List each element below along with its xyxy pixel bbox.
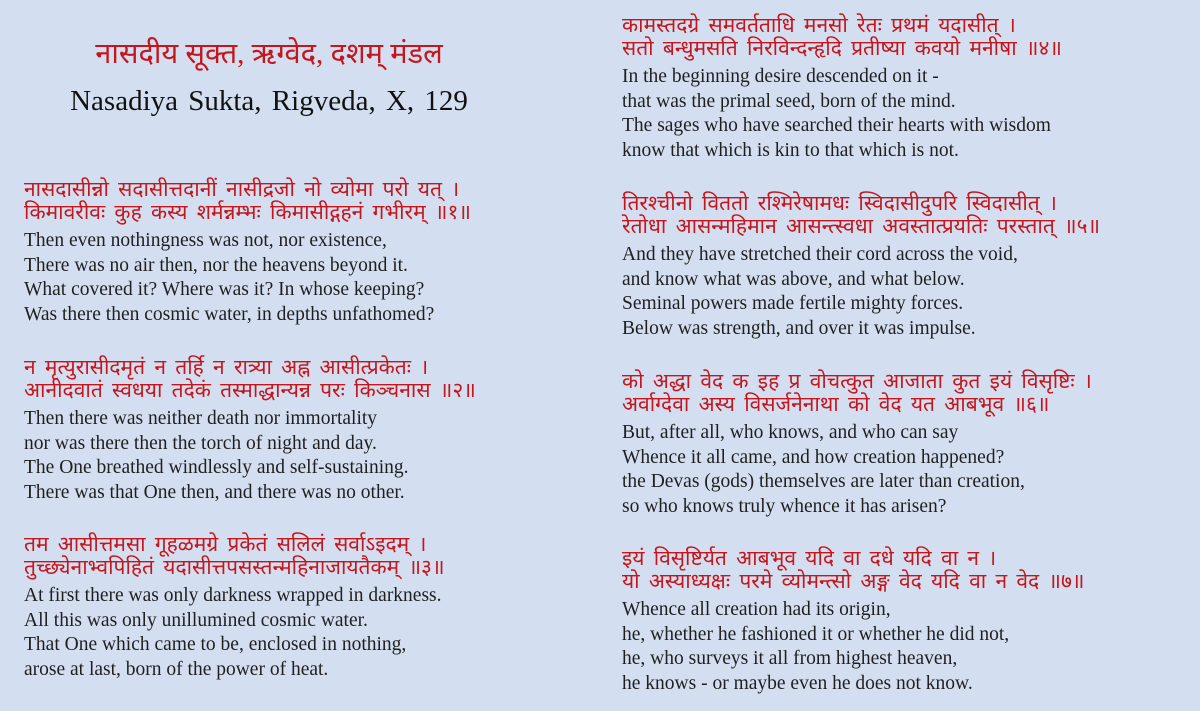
verse-english-line: All this was only unillumined cosmic water. xyxy=(24,609,368,631)
verse-english-line: Then there was neither death nor immortality xyxy=(24,408,378,429)
verse-english-line: There was no air then, nor the heavens beyond it. xyxy=(24,254,408,276)
verse-translation xyxy=(24,229,471,327)
verse-4 xyxy=(622,14,1062,163)
verse-english-line: and know what was above, and what below. xyxy=(622,268,965,290)
verse-sanskrit-line: को अद्धा वेद क इह प्र वोचत्कुत आजाता कुत इयं विसृष्टिः । xyxy=(622,369,1092,393)
verse-sanskrit-line: यो अस्याध्यक्षः परमे व्योमन्त्सो अङ्ग वेद यदि वा न वेद ॥७॥ xyxy=(622,569,1085,593)
verse-english-line: There was that One then, and there was no other. xyxy=(24,481,405,503)
verse-english-line: The sages who have searched their hearts with wisdom xyxy=(622,115,1051,136)
verse-sanskrit-line: अर्वाग्देवा अस्य विसर्जनेनाथा को वेद यत आबभूव ॥६॥ xyxy=(622,392,1050,416)
verse-sanskrit-line: रेतोधा आसन्महिमान आसन्त्स्वधा अवस्तात्प्रयतिः परस्तात् ॥५॥ xyxy=(622,214,1101,238)
verse-1 xyxy=(24,178,471,327)
verse-sanskrit-line: आनीदवातं स्वधया तदेकं तस्माद्धान्यन्न परः किञ्चनास ॥२॥ xyxy=(24,378,476,402)
verse-3 xyxy=(24,533,445,682)
verse-english-line: so who knows truly whence it has arisen? xyxy=(622,495,947,517)
verse-sanskrit-line: इयं विसृष्टिर्यत आबभूव यदि वा दधे यदि वा न । xyxy=(622,546,997,570)
verse-english-line: he, who surveys it all from highest heaven, xyxy=(622,648,958,669)
verse-sanskrit-line: नासदासीन्नो सदासीत्तदानीं नासीद्रजो नो व्योमा परो यत् । xyxy=(24,177,460,201)
verse-sanskrit-line: तम आसीत्तमसा गूहळमग्रे प्रकेतं सलिलं सर्वाऽइदम् । xyxy=(24,532,427,556)
verse-sanskrit-line: कामस्तदग्रे समवर्तताधि मनसो रेतः प्रथमं यदासीत् । xyxy=(622,13,1016,37)
verse-sanskrit-line: तिरश्चीनो विततो रश्मिरेषामधः स्विदासीदुपरि स्विदासीत् । xyxy=(622,191,1057,215)
verse-translation xyxy=(622,65,1062,163)
verse-english-line: What covered it? Where was it? In whose keeping? xyxy=(24,279,425,300)
verse-translation xyxy=(622,421,1092,519)
verse-5 xyxy=(622,192,1100,341)
verse-english-line: know that which is kin to that which is not. xyxy=(622,139,959,161)
verse-2 xyxy=(24,356,476,505)
verse-7 xyxy=(622,547,1085,696)
verse-english-line: In the beginning desire descended on it - xyxy=(622,66,939,87)
verse-english-line: And they have stretched their cord across the void, xyxy=(622,244,1018,265)
verse-sanskrit-line: न मृत्युरासीदमृतं न तर्हि न रात्र्या अह्न आसीत्प्रकेतः । xyxy=(24,355,429,379)
verse-english-line: nor was there then the torch of night and day. xyxy=(24,432,377,454)
verse-sanskrit-line: तुच्छ्येनाभ्वपिहितं यदासीत्तपसस्तन्महिनाजायतैकम् ॥३॥ xyxy=(24,555,445,579)
verse-english-line: he, whether he fashioned it or whether he did not, xyxy=(622,623,1010,645)
verse-english-line: But, after all, who knows, and who can say xyxy=(622,422,959,443)
verse-english-line: that was the primal seed, born of the mind. xyxy=(622,90,956,112)
verse-sanskrit-line: सतो बन्धुमसति निरविन्दन्हृदि प्रतीष्या कवयो मनीषा ॥४॥ xyxy=(622,36,1063,60)
verse-english-line: Whence all creation had its origin, xyxy=(622,599,891,620)
verse-english-line: At first there was only darkness wrapped in darkness. xyxy=(24,585,442,606)
verse-english-line: he knows - or maybe even he does not know. xyxy=(622,672,973,694)
verse-translation xyxy=(24,584,445,682)
verse-translation xyxy=(622,598,1085,696)
verse-english-line: arose at last, born of the power of heat. xyxy=(24,658,329,680)
verse-english-line: Whence it all came, and how creation happened? xyxy=(622,446,1005,468)
verse-translation xyxy=(24,407,476,505)
verse-translation xyxy=(622,243,1100,341)
verse-6 xyxy=(622,370,1092,519)
verse-english-line: The One breathed windlessly and self-sustaining. xyxy=(24,457,409,478)
verse-sanskrit-line: किमावरीवः कुह कस्य शर्मन्नम्भः किमासीद्गहनं गभीरम् ॥१॥ xyxy=(24,200,472,224)
title-sanskrit: नासदीय सूक्त, ऋग्वेद, दशम् मंडल xyxy=(95,38,443,70)
verse-english-line: Was there then cosmic water, in depths unfathomed? xyxy=(24,303,435,325)
title-english: Nasadiya Sukta, Rigveda, X, 129 xyxy=(70,85,468,117)
verse-english-line: Below was strength, and over it was impulse. xyxy=(622,317,976,339)
verse-english-line: the Devas (gods) themselves are later than creation, xyxy=(622,471,1025,492)
verse-english-line: Then even nothingness was not, nor existence, xyxy=(24,230,387,251)
verse-english-line: That One which came to be, enclosed in nothing, xyxy=(24,634,407,655)
verse-english-line: Seminal powers made fertile mighty forces. xyxy=(622,293,964,314)
